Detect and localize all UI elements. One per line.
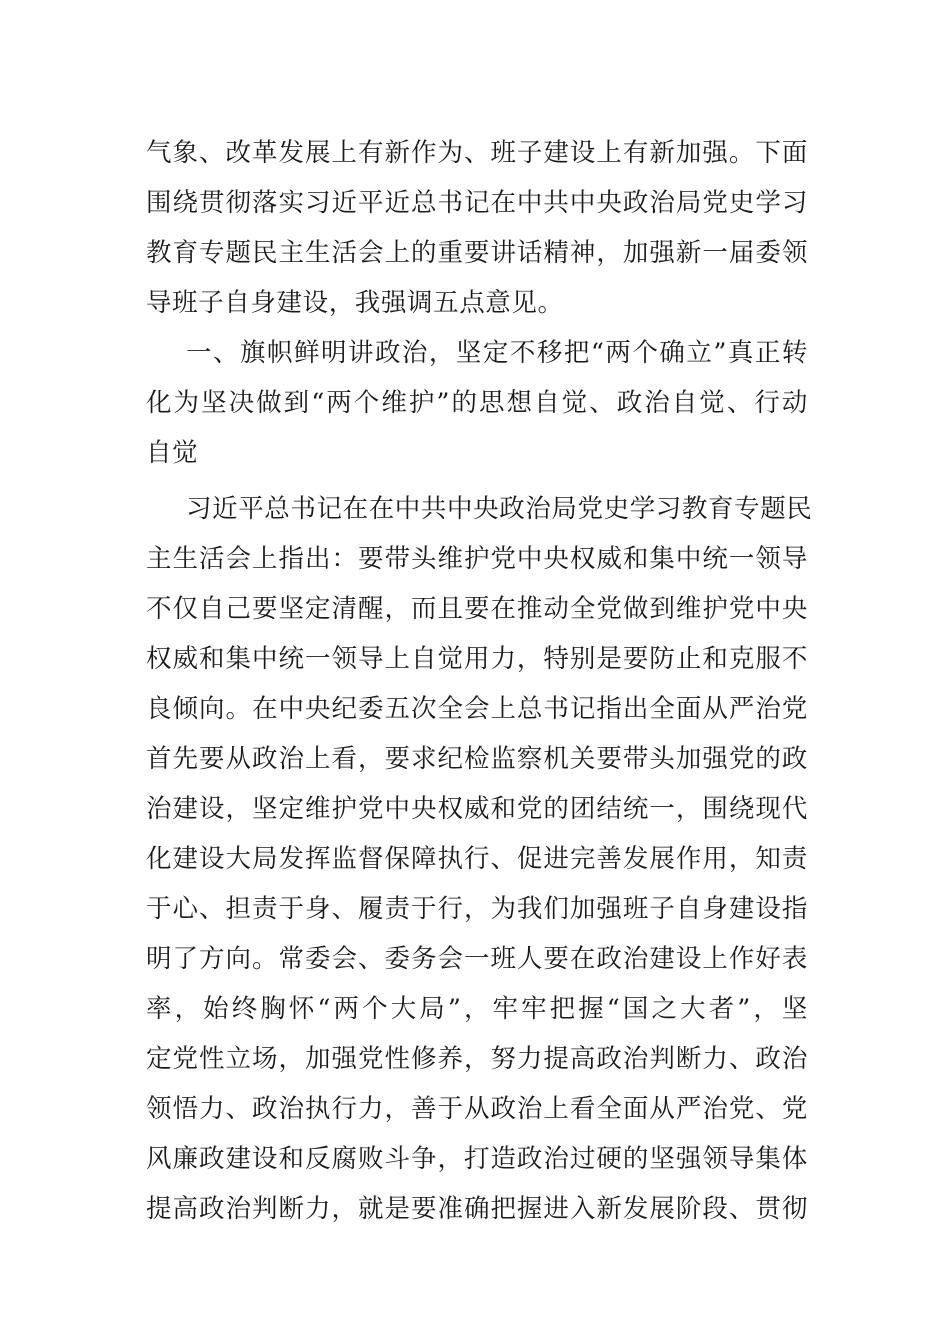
body-line: 导班子自身建设，我强调五点意见。 xyxy=(146,288,564,318)
body-line: 不仅自己要坚定清醒，而且要在推动全党做到维护党中央 xyxy=(146,594,808,624)
body-line: 明了方向。常委会、委务会一班人要在政治建设上作好表 xyxy=(146,944,808,974)
body-line: 治建设，坚定维护党中央权威和党的团结统一，围绕现代 xyxy=(146,794,808,824)
body-line: 风廉政建设和反腐败斗争，打造政治过硬的坚强领导集体 xyxy=(146,1144,808,1174)
body-line: 首先要从政治上看，要求纪检监察机关要带头加强党的政 xyxy=(146,744,808,774)
body-line: 教育专题民主生活会上的重要讲话精神，加强新一届委领 xyxy=(146,238,808,268)
section-heading-line: 自觉 xyxy=(146,438,199,468)
body-line: 习近平总书记在在中共中央政治局党史学习教育专题民 xyxy=(186,494,813,524)
body-line: 提高政治判断力，就是要准确把握进入新发展阶段、贯彻 xyxy=(146,1194,808,1224)
body-line: 权威和集中统一领导上自觉用力，特别是要防止和克服不 xyxy=(146,644,808,674)
body-line: 领悟力、政治执行力，善于从政治上看全面从严治党、党 xyxy=(146,1094,808,1124)
body-line: 主生活会上指出：要带头维护党中央权威和集中统一领导 xyxy=(146,544,808,574)
section-heading-line: 化为坚决做到“两个维护”的思想自觉、政治自觉、行动 xyxy=(146,388,808,418)
document-body xyxy=(146,128,813,1234)
body-line: 定党性立场，加强党性修养，努力提高政治判断力、政治 xyxy=(146,1044,808,1074)
section-heading-line: 一、旗帜鲜明讲政治，坚定不移把“两个确立”真正转 xyxy=(186,338,808,368)
body-line: 围绕贯彻落实习近平近总书记在中共中央政治局党史学习 xyxy=(146,188,808,218)
body-line: 气象、改革发展上有新作为、班子建设上有新加强。下面 xyxy=(146,138,808,168)
body-line: 率，始终胸怀“两个大局”，牢牢把握“国之大者”，坚 xyxy=(146,994,808,1024)
body-line: 于心、担责于身、履责于行，为我们加强班子自身建设指 xyxy=(146,894,808,924)
body-line: 良倾向。在中央纪委五次全会上总书记指出全面从严治党 xyxy=(146,694,808,724)
body-line: 化建设大局发挥监督保障执行、促进完善发展作用，知责 xyxy=(146,844,808,874)
